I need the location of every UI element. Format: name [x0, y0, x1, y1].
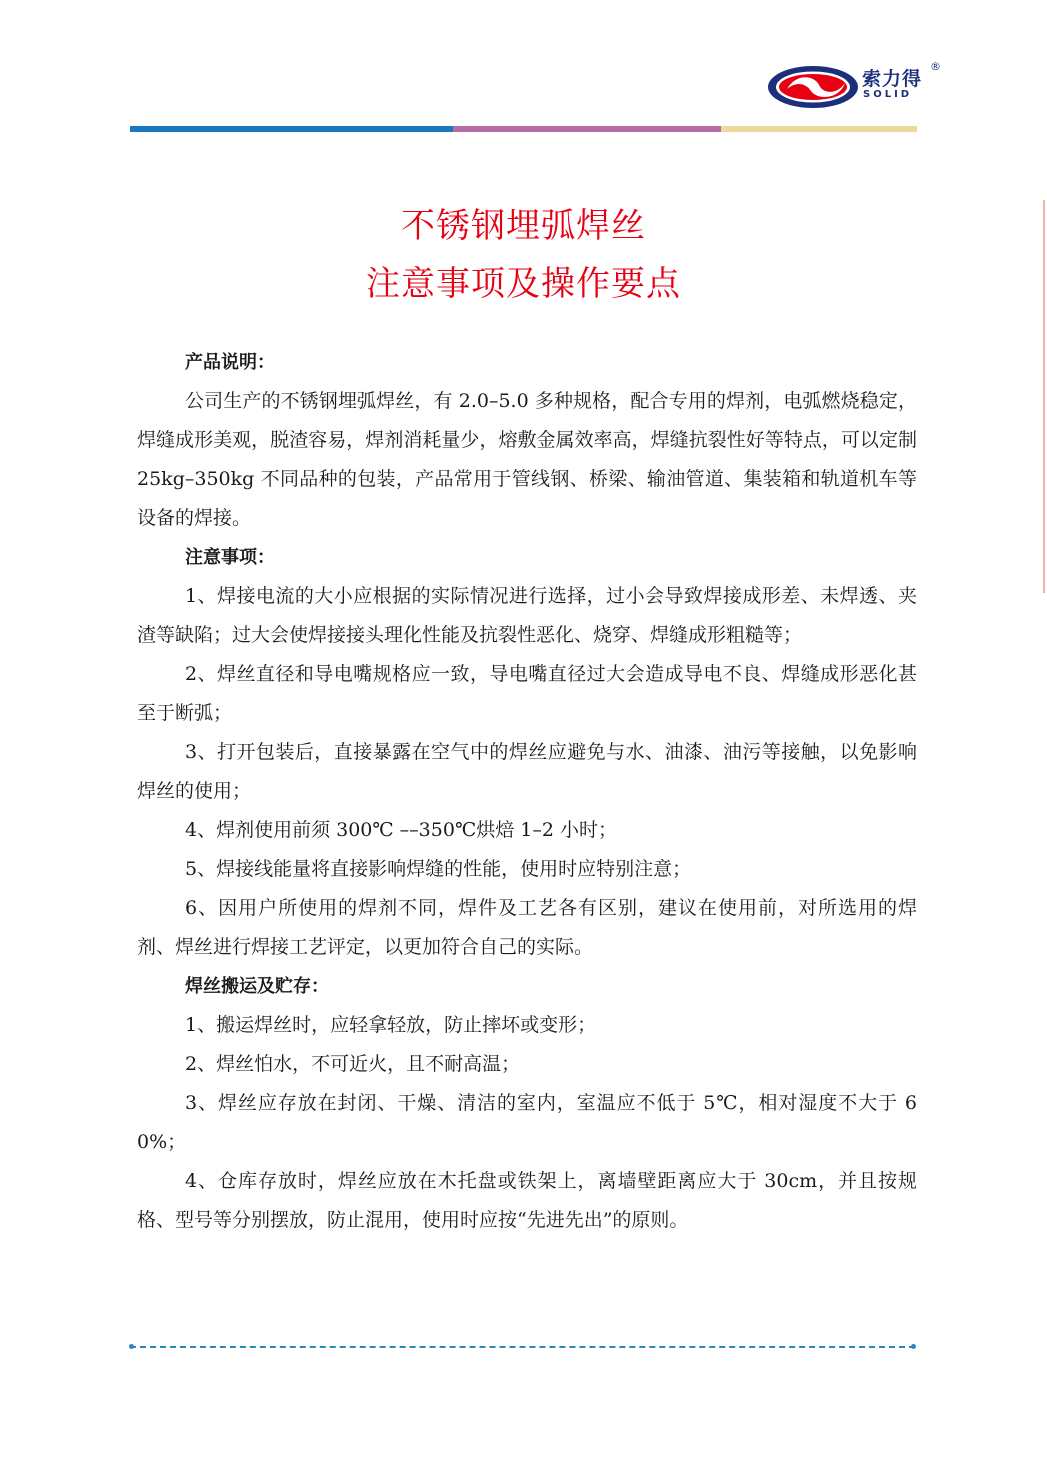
header-bar-blue-segment	[130, 126, 453, 132]
storage-item-1: 1、搬运焊丝时，应轻拿轻放，防止摔坏或变形；	[185, 1014, 597, 1036]
document-body	[137, 343, 917, 1240]
header-bar-gold-segment	[721, 126, 917, 132]
company-logo	[767, 62, 947, 112]
section-heading-handling-storage: 焊丝搬运及贮存：	[185, 976, 329, 997]
header-color-bar	[130, 126, 917, 132]
storage-item-4: 4、仓库存放时，焊丝应放在木托盘或铁架上，离墙壁距离应大于 30cm，并且按规格、型号等分别摆放，防止混用，使用时应按“先进先出”的原则。	[137, 1170, 917, 1231]
footer-dashed-rule	[130, 1346, 915, 1348]
logo-chinese-name: 索力得	[862, 68, 923, 90]
logo-english-name: SOLID	[863, 89, 913, 100]
section-heading-product-description: 产品说明：	[185, 352, 275, 373]
registered-mark: ®	[930, 60, 941, 73]
precaution-item-6: 6、因用户所使用的焊剂不同，焊件及工艺各有区别，建议在使用前，对所选用的焊剂、焊丝进行焊接工艺评定，以更加符合自己的实际。	[137, 897, 917, 958]
product-description-paragraph: 公司生产的不锈钢埋弧焊丝，有 2.0–5.0 多种规格，配合专用的焊剂，电弧燃烧稳定，焊缝成形美观，脱渣容易，焊剂消耗量少，熔敷金属效率高，焊缝抗裂性好等特点，可以定制 25kg–350kg 不同品种的包装，产品常用于管线钢、桥梁、输油管道、集装箱和轨道机车等设备的焊接。	[137, 390, 917, 529]
storage-item-2: 2、焊丝怕水，不可近火，且不耐高温；	[185, 1053, 521, 1075]
precaution-item-2: 2、焊丝直径和导电嘴规格应一致，导电嘴直径过大会造成导电不良、焊缝成形恶化甚至于断弧；	[137, 663, 917, 724]
footer-rule-right-dot	[911, 1344, 916, 1349]
precaution-item-3: 3、打开包装后，直接暴露在空气中的焊丝应避免与水、油漆、油污等接触，以免影响焊丝的使用；	[137, 741, 917, 802]
document-title-line2: 注意事项及操作要点	[366, 264, 681, 304]
storage-item-3: 3、焊丝应存放在封闭、干燥、清洁的室内，室温应不低于 5℃，相对湿度不大于 60%；	[137, 1092, 917, 1153]
footer-rule-left-dot	[129, 1344, 134, 1349]
precaution-item-1: 1、焊接电流的大小应根据的实际情况进行选择，过小会导致焊接成形差、未焊透、夹渣等缺陷；过大会使焊接接头理化性能及抗裂性恶化、烧穿、焊缝成形粗糙等；	[137, 585, 917, 646]
solid-logo-icon	[767, 64, 861, 110]
section-heading-precautions: 注意事项：	[185, 547, 275, 568]
precaution-item-5: 5、焊接线能量将直接影响焊缝的性能，使用时应特别注意；	[185, 858, 692, 880]
document-title-line1: 不锈钢埋弧焊丝	[401, 206, 646, 246]
precaution-item-4: 4、焊剂使用前须 300℃ ––350℃烘焙 1–2 小时；	[185, 819, 617, 841]
header-bar-purple-segment	[453, 126, 721, 132]
